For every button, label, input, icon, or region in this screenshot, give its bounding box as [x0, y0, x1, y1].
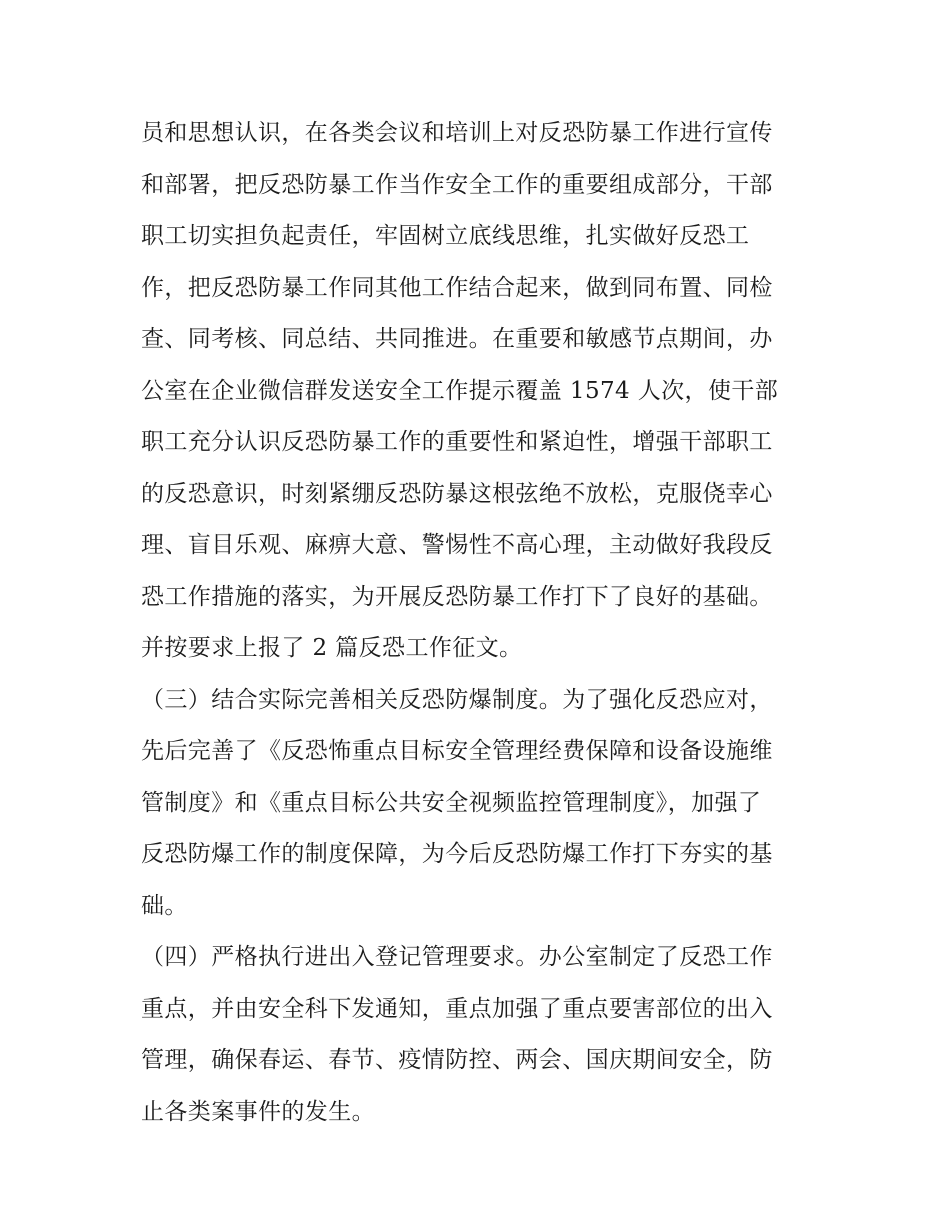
text-line: 础。 [141, 892, 188, 919]
text-line: 恐工作措施的落实，为开展反恐防暴工作打下了良好的基础。 [141, 583, 773, 610]
text-line: 查、同考核、同总结、共同推进。在重要和敏感节点期间，办 [141, 326, 773, 352]
text-line: 公室在企业微信群发送安全工作提示覆盖 1574 人次，使干部 [141, 377, 779, 404]
section-heading-line: （三）结合实际完善相关反恐防爆制度。为了强化反恐应对， [141, 686, 773, 713]
text-line: 重点，并由安全科下发通知，重点加强了重点要害部位的出入 [141, 995, 773, 1022]
text-line: 和部署，把反恐防暴工作当作安全工作的重要组成部分，干部 [141, 171, 773, 198]
text-line: 管制度》和《重点目标公共安全视频监控管理制度》，加强了 [141, 789, 762, 816]
text-line: 职工充分认识反恐防暴工作的重要性和紧迫性，增强干部职工 [141, 429, 773, 455]
text-line: 止各类案事件的发生。 [141, 1098, 375, 1125]
text-line: 并按要求上报了 2 篇反恐工作征文。 [141, 635, 523, 661]
section-heading-line: （四）严格执行进出入登记管理要求。办公室制定了反恐工作 [141, 944, 773, 970]
text-line: 职工切实担负起责任，牢固树立底线思维，扎实做好反恐工 [141, 223, 750, 249]
text-line: 反恐防爆工作的制度保障，为今后反恐防爆工作打下夯实的基 [141, 841, 773, 867]
text-line: 作，把反恐防暴工作同其他工作结合起来，做到同布置、同检 [141, 274, 773, 301]
text-line: 管理，确保春运、春节、疫情防控、两会、国庆期间安全，防 [141, 1047, 773, 1073]
text-line: 的反恐意识，时刻紧绷反恐防暴这根弦绝不放松，克服侥幸心 [141, 480, 773, 507]
document-body [141, 108, 821, 1138]
text-line: 先后完善了《反恐怖重点目标安全管理经费保障和设备设施维 [141, 738, 773, 764]
text-line: 理、盲目乐观、麻痹大意、警惕性不高心理，主动做好我段反 [141, 532, 773, 558]
text-line: 员和思想认识，在各类会议和培训上对反恐防暴工作进行宣传 [141, 120, 773, 146]
